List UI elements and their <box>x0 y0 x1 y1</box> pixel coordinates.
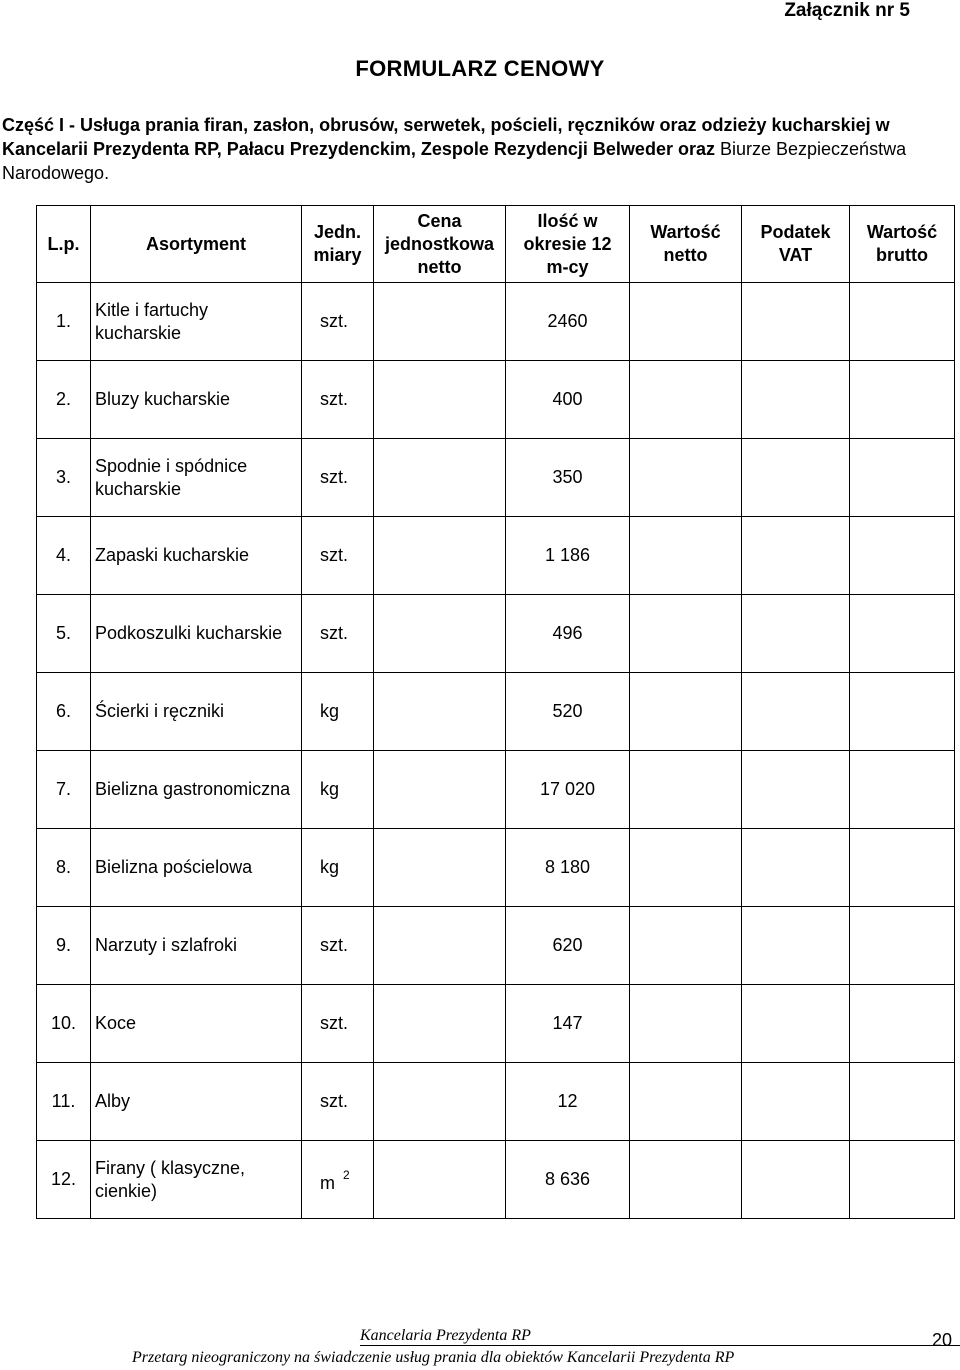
row-quantity <box>506 595 630 673</box>
row-item-name-text: Alby <box>95 1091 131 1111</box>
table-row <box>37 907 955 985</box>
row-number <box>37 517 91 595</box>
row-gross-value <box>850 673 955 751</box>
page-title: FORMULARZ CENOWY <box>355 56 605 81</box>
page-number: 20 <box>931 1330 952 1350</box>
row-number-text: 11. <box>51 1091 76 1111</box>
row-item-name-text: Zapaski kucharskie <box>95 545 250 565</box>
row-item-name <box>91 985 302 1063</box>
row-quantity <box>506 517 630 595</box>
row-number <box>37 907 91 985</box>
row-unit-price <box>374 439 506 517</box>
row-gross-value <box>850 1141 955 1219</box>
row-quantity <box>506 673 630 751</box>
row-unit-text: kg <box>320 779 340 799</box>
row-number-text: 12. <box>50 1169 77 1189</box>
table-row <box>37 829 955 907</box>
row-number <box>37 1141 91 1219</box>
row-item-name-text: Podkoszulki kucharskie <box>95 623 283 643</box>
row-vat <box>742 1141 850 1219</box>
row-number <box>37 985 91 1063</box>
row-item-name-text: Spodnie i spódnice kucharskie <box>95 455 248 499</box>
row-number-text: 4. <box>55 545 71 565</box>
header-lp: L.p. <box>37 206 91 283</box>
row-quantity-text: 496 <box>552 623 583 643</box>
row-item-name-text: Bielizna pościelowa <box>95 857 253 877</box>
row-item-name <box>91 517 302 595</box>
row-item-name-text: Bluzy kucharskie <box>95 389 231 409</box>
row-quantity-text: 350 <box>552 467 583 487</box>
row-unit <box>302 283 374 361</box>
row-item-name-text: Firany ( klasyczne, cienkie) <box>95 1157 246 1201</box>
row-vat <box>742 907 850 985</box>
row-net-value <box>630 751 742 829</box>
row-item-name <box>91 907 302 985</box>
row-number <box>37 283 91 361</box>
table-row <box>37 1141 955 1219</box>
row-vat <box>742 673 850 751</box>
row-number <box>37 439 91 517</box>
row-quantity-text: 17 020 <box>539 779 596 799</box>
row-number <box>37 673 91 751</box>
header-asortyment: Asortyment <box>91 206 302 283</box>
table-row <box>37 361 955 439</box>
row-item-name <box>91 1063 302 1141</box>
row-quantity-text: 8 180 <box>544 857 591 877</box>
row-vat <box>742 829 850 907</box>
row-gross-value <box>850 439 955 517</box>
row-unit-text: szt. <box>320 1091 349 1111</box>
row-item-name <box>91 361 302 439</box>
row-gross-value <box>850 517 955 595</box>
table-row <box>37 517 955 595</box>
row-unit-text: szt. <box>320 389 349 409</box>
row-vat <box>742 595 850 673</box>
row-vat <box>742 439 850 517</box>
row-quantity-text: 1 186 <box>544 545 591 565</box>
row-quantity-text: 520 <box>552 701 583 721</box>
row-quantity <box>506 985 630 1063</box>
row-unit <box>302 907 374 985</box>
row-gross-value <box>850 985 955 1063</box>
table-row <box>37 439 955 517</box>
row-net-value <box>630 283 742 361</box>
header-unit: Jedn. miary <box>302 206 374 283</box>
row-quantity <box>506 1141 630 1219</box>
row-unit-text: m <box>320 1173 335 1193</box>
row-quantity-text: 400 <box>552 389 583 409</box>
row-number <box>37 829 91 907</box>
table-row <box>37 673 955 751</box>
row-number <box>37 1063 91 1141</box>
row-number-text: 8. <box>55 857 71 877</box>
row-net-value <box>630 517 742 595</box>
row-quantity <box>506 439 630 517</box>
row-net-value <box>630 595 742 673</box>
row-number <box>37 361 91 439</box>
row-gross-value <box>850 283 955 361</box>
row-item-name-text: Narzuty i szlafroki <box>95 935 238 955</box>
row-net-value <box>630 361 742 439</box>
row-item-name <box>91 283 302 361</box>
row-unit-price <box>374 283 506 361</box>
row-quantity <box>506 1063 630 1141</box>
row-vat <box>742 361 850 439</box>
row-unit-text: szt. <box>320 935 349 955</box>
row-quantity <box>506 829 630 907</box>
row-item-name-text: Ścierki i ręczniki <box>95 701 225 721</box>
row-net-value <box>630 907 742 985</box>
row-number-text: 5. <box>55 623 71 643</box>
footer-organization: Kancelaria Prezydenta RP <box>360 1327 531 1344</box>
row-item-name-text: Kitle i fartuchy kucharskie <box>95 299 209 343</box>
row-quantity-text: 8 636 <box>544 1169 591 1189</box>
row-item-name-text: Koce <box>95 1013 137 1033</box>
header-unit-price: Cena jednostkowa netto <box>374 206 506 283</box>
row-number-text: 10. <box>50 1013 77 1033</box>
row-vat <box>742 517 850 595</box>
row-gross-value <box>850 1063 955 1141</box>
row-item-name-text: Bielizna gastronomiczna <box>95 779 291 799</box>
row-number-text: 3. <box>55 467 71 487</box>
row-net-value <box>630 1063 742 1141</box>
row-vat <box>742 985 850 1063</box>
attachment-label: Załącznik nr 5 <box>784 0 910 21</box>
row-gross-value <box>850 361 955 439</box>
row-item-name <box>91 439 302 517</box>
row-net-value <box>630 673 742 751</box>
row-item-name <box>91 1141 302 1219</box>
row-unit <box>302 595 374 673</box>
unit-superscript: 2 <box>343 1168 350 1182</box>
row-vat <box>742 283 850 361</box>
row-unit <box>302 517 374 595</box>
row-unit-text: szt. <box>320 311 349 331</box>
header-row <box>37 206 955 283</box>
row-unit <box>302 985 374 1063</box>
row-number-text: 7. <box>55 779 71 799</box>
row-gross-value <box>850 907 955 985</box>
row-unit <box>302 751 374 829</box>
row-unit-price <box>374 595 506 673</box>
row-unit-price <box>374 1063 506 1141</box>
row-unit <box>302 829 374 907</box>
row-net-value <box>630 829 742 907</box>
row-number-text: 6. <box>55 701 71 721</box>
row-quantity-text: 2460 <box>547 311 588 331</box>
row-unit-text: kg <box>320 701 340 721</box>
header-quantity: Ilość w okresie 12 m-cy <box>506 206 630 283</box>
row-item-name <box>91 673 302 751</box>
row-quantity <box>506 283 630 361</box>
row-number-text: 9. <box>55 935 71 955</box>
row-quantity <box>506 907 630 985</box>
row-unit-price <box>374 907 506 985</box>
row-quantity-text: 12 <box>557 1091 578 1111</box>
row-gross-value <box>850 595 955 673</box>
row-number-text: 2. <box>55 389 71 409</box>
footer-tender: Przetarg nieograniczony na świadczenie usług prania dla obiektów Kancelarii Prezydenta RP <box>132 1349 735 1366</box>
row-unit-price <box>374 673 506 751</box>
row-unit <box>302 361 374 439</box>
table-row <box>37 985 955 1063</box>
row-number <box>37 751 91 829</box>
row-unit <box>302 1063 374 1141</box>
row-unit-price <box>374 829 506 907</box>
row-unit <box>302 1141 374 1219</box>
price-table <box>36 205 955 1219</box>
row-quantity-text: 147 <box>552 1013 583 1033</box>
row-unit-text: szt. <box>320 1013 349 1033</box>
part-description-bold: Część I - Usługa prania firan, zasłon, obrusów, serwetek, pościeli, ręczników oraz odzieży kucharskiej w Kancelarii Prezydenta RP, Pałacu Prezydenckim, Zespole Rezydencji Belweder oraz <box>2 115 890 159</box>
row-vat <box>742 751 850 829</box>
row-unit-text: szt. <box>320 623 349 643</box>
row-net-value <box>630 985 742 1063</box>
row-unit-price <box>374 517 506 595</box>
row-vat <box>742 1063 850 1141</box>
part-description-normal: Biurze Bezpieczeństwa Narodowego. <box>2 139 907 183</box>
row-unit-price <box>374 985 506 1063</box>
table-row <box>37 751 955 829</box>
row-gross-value <box>850 829 955 907</box>
row-unit-price <box>374 361 506 439</box>
table-row <box>37 595 955 673</box>
row-quantity <box>506 751 630 829</box>
row-unit-price <box>374 1141 506 1219</box>
row-unit-text: szt. <box>320 467 349 487</box>
row-quantity-text: 620 <box>552 935 583 955</box>
footer-divider <box>360 1345 960 1346</box>
row-unit-price <box>374 751 506 829</box>
row-quantity <box>506 361 630 439</box>
table-row <box>37 1063 955 1141</box>
table-row <box>37 283 955 361</box>
row-gross-value <box>850 751 955 829</box>
row-number-text: 1. <box>55 311 71 331</box>
row-net-value <box>630 439 742 517</box>
row-unit-text: szt. <box>320 545 349 565</box>
row-item-name <box>91 595 302 673</box>
row-item-name <box>91 751 302 829</box>
row-unit <box>302 439 374 517</box>
row-item-name <box>91 829 302 907</box>
header-net-value: Wartość netto <box>630 206 742 283</box>
row-number <box>37 595 91 673</box>
header-gross-value: Wartość brutto <box>850 206 955 283</box>
header-vat: Podatek VAT <box>742 206 850 283</box>
row-unit-text: kg <box>320 857 340 877</box>
part-description <box>2 113 952 185</box>
row-net-value <box>630 1141 742 1219</box>
row-unit <box>302 673 374 751</box>
